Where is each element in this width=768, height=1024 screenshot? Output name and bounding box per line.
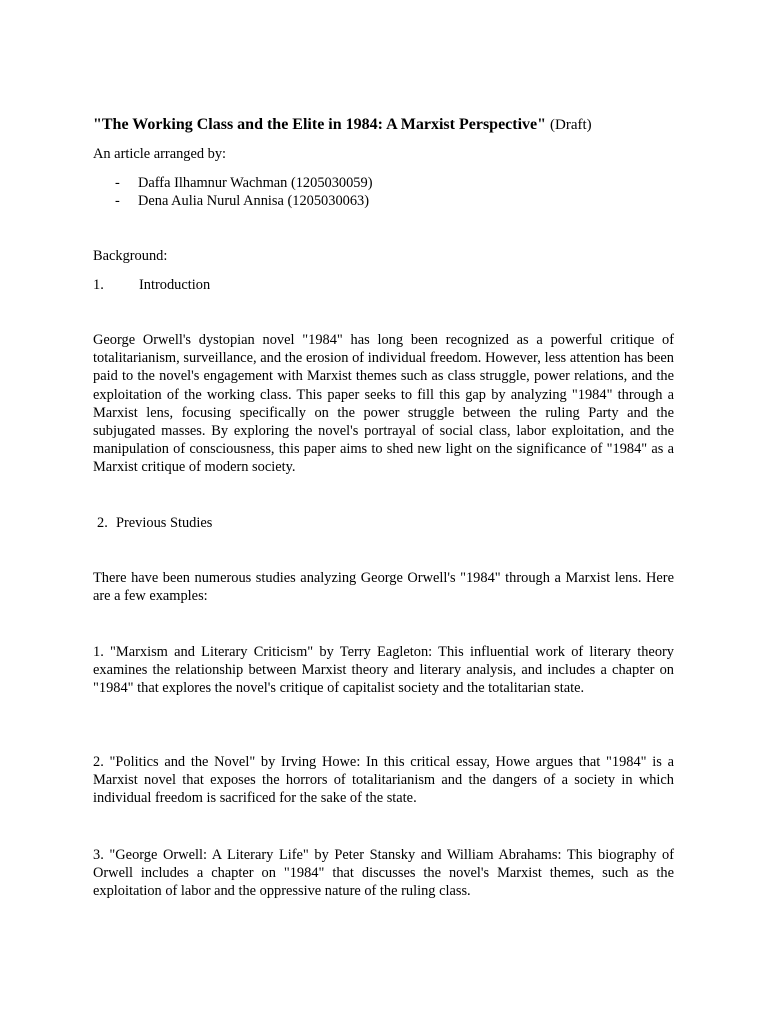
study-item: 1. "Marxism and Literary Criticism" by Terry Eagleton: This influential work of literary theory examines the relationship between Marxist theory and literary analysis, and includes a chapter on "1984" that explores the novel's critique of capitalist society and the totalitarian state. [93, 644, 674, 697]
arranged-by-label: An article arranged by: [93, 146, 227, 162]
intro-paragraph: George Orwell's dystopian novel "1984" has long been recognized as a powerful critique of totalitarianism, surveillance, and the erosion of individual freedom. However, less attention has been paid to the novel's engagement with Marxist themes such as class struggle, power relations, and the exploitation of the working class. This paper seeks to fill this gap by analyzing "1984" through a Marxist lens, focusing specifically on the power struggle between the ruling Party and the subjugated masses. By exploring the novel's portrayal of social class, labor exploitation, and the manipulation of consciousness, this paper aims to shed new light on the significance of "1984" as a Marxist critique of modern society. [93, 332, 674, 476]
studies-intro-paragraph: There have been numerous studies analyzing George Orwell's "1984" through a Marxist lens. Here are a few examples: [93, 570, 674, 605]
author-name: Daffa Ilhamnur Wachman (1205030059) [138, 175, 373, 191]
document-title [93, 116, 592, 134]
section-heading-previous-studies: Previous Studies [116, 515, 213, 531]
section-number: 1. [93, 277, 104, 293]
section-heading-introduction: Introduction [139, 277, 211, 293]
background-label: Background: [93, 248, 168, 264]
author-bullet: - [115, 175, 120, 191]
study-item: 3. "George Orwell: A Literary Life" by Peter Stansky and William Abrahams: This biography of Orwell includes a chapter on "1984" that discusses the novel's Marxist themes, such as the exploitation of labor and the oppressive nature of the ruling class. [93, 847, 674, 900]
title-text: "The Working Class and the Elite in 1984: A Marxist Perspective" [93, 116, 547, 133]
section-number: 2. [97, 515, 108, 531]
author-name: Dena Aulia Nurul Annisa (1205030063) [138, 193, 370, 209]
study-item: 2. "Politics and the Novel" by Irving Howe: In this critical essay, Howe argues that "1984" is a Marxist novel that exposes the horrors of totalitarianism and the dangers of a society in which individual freedom is sacrificed for the sake of the state. [93, 754, 674, 807]
author-bullet: - [115, 193, 120, 209]
title-draft-label: (Draft) [550, 117, 592, 133]
